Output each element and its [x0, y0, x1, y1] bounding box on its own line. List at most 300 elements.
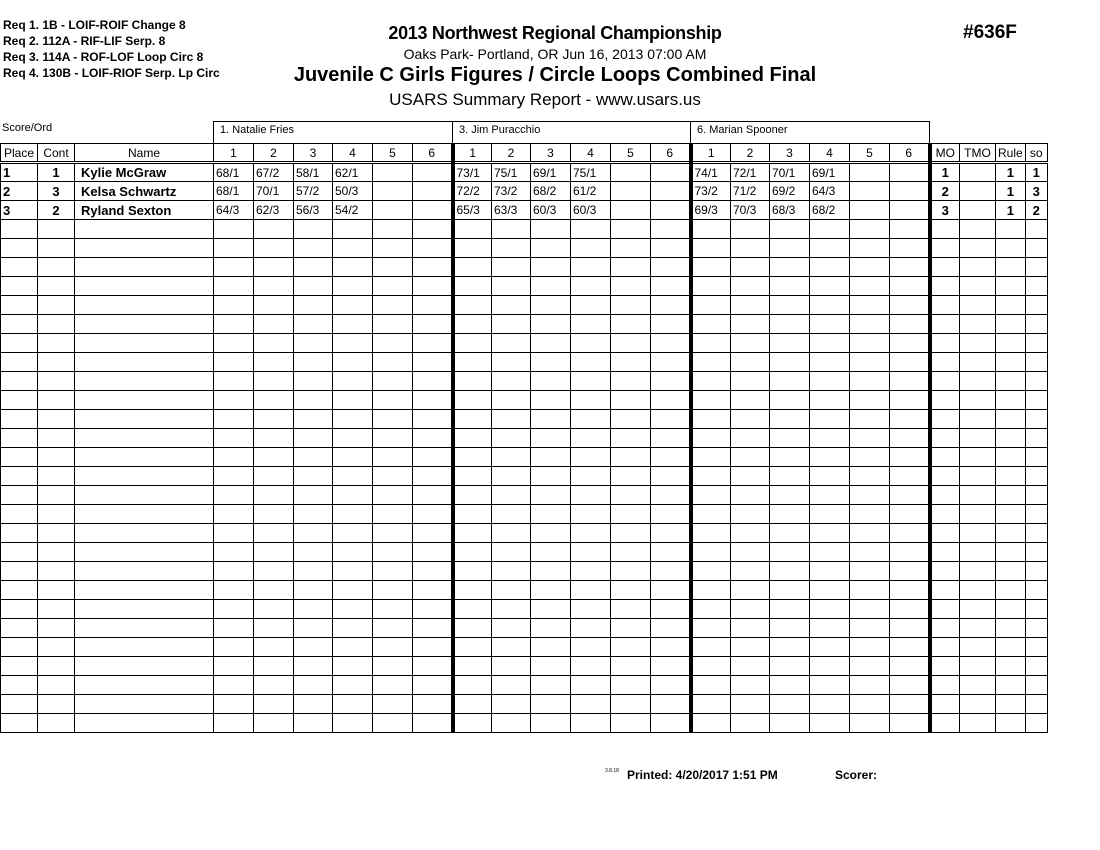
- empty-cell: [333, 391, 373, 410]
- empty-cell: [890, 391, 930, 410]
- empty-cell: [214, 410, 254, 429]
- empty-cell: [373, 296, 413, 315]
- empty-cell: [810, 619, 850, 638]
- empty-row: [1, 353, 1048, 372]
- empty-cell: [731, 448, 770, 467]
- empty-cell: [651, 600, 691, 619]
- empty-cell: [571, 486, 611, 505]
- empty-cell: [850, 353, 890, 372]
- empty-cell: [890, 562, 930, 581]
- empty-cell: [333, 239, 373, 258]
- empty-cell: [1025, 562, 1047, 581]
- empty-cell: [254, 391, 294, 410]
- empty-cell: [571, 448, 611, 467]
- col-j2-fig1: 1: [453, 144, 492, 163]
- empty-cell: [254, 562, 294, 581]
- empty-cell: [333, 258, 373, 277]
- empty-cell: [996, 505, 1026, 524]
- cont-cell: 2: [38, 201, 75, 220]
- empty-cell: [850, 391, 890, 410]
- empty-cell: [531, 277, 571, 296]
- empty-row: [1, 239, 1048, 258]
- empty-cell: [75, 505, 214, 524]
- empty-row: [1, 296, 1048, 315]
- score-cell: 72/1: [731, 163, 770, 182]
- empty-cell: [333, 600, 373, 619]
- empty-cell: [850, 657, 890, 676]
- empty-cell: [38, 220, 75, 239]
- empty-cell: [254, 467, 294, 486]
- empty-cell: [1025, 467, 1047, 486]
- empty-cell: [373, 334, 413, 353]
- empty-cell: [1025, 581, 1047, 600]
- score-cell: [850, 163, 890, 182]
- empty-cell: [333, 296, 373, 315]
- empty-row: [1, 524, 1048, 543]
- empty-row: [1, 505, 1048, 524]
- empty-cell: [1, 581, 38, 600]
- empty-cell: [531, 524, 571, 543]
- empty-cell: [611, 353, 651, 372]
- empty-cell: [960, 562, 996, 581]
- score-cell: [890, 201, 930, 220]
- empty-cell: [333, 372, 373, 391]
- empty-cell: [691, 239, 731, 258]
- empty-cell: [930, 239, 960, 258]
- score-cell: [373, 201, 413, 220]
- empty-cell: [453, 315, 492, 334]
- empty-cell: [75, 448, 214, 467]
- empty-cell: [691, 258, 731, 277]
- empty-cell: [850, 695, 890, 714]
- empty-cell: [770, 600, 810, 619]
- empty-cell: [996, 334, 1026, 353]
- empty-cell: [333, 543, 373, 562]
- empty-cell: [770, 258, 810, 277]
- empty-cell: [294, 410, 333, 429]
- empty-cell: [413, 334, 453, 353]
- empty-cell: [890, 524, 930, 543]
- empty-cell: [1, 353, 38, 372]
- empty-cell: [333, 429, 373, 448]
- empty-cell: [960, 676, 996, 695]
- empty-cell: [531, 372, 571, 391]
- empty-cell: [333, 467, 373, 486]
- empty-cell: [531, 391, 571, 410]
- empty-cell: [373, 239, 413, 258]
- empty-cell: [770, 581, 810, 600]
- empty-cell: [691, 391, 731, 410]
- col-j1-fig1: 1: [214, 144, 254, 163]
- score-cell: 70/1: [770, 163, 810, 182]
- empty-cell: [413, 258, 453, 277]
- empty-row: [1, 315, 1048, 334]
- empty-cell: [930, 391, 960, 410]
- empty-cell: [960, 543, 996, 562]
- empty-cell: [850, 239, 890, 258]
- empty-cell: [960, 296, 996, 315]
- empty-cell: [333, 505, 373, 524]
- empty-row: [1, 410, 1048, 429]
- score-ord-label: Score/Ord: [2, 122, 53, 134]
- empty-cell: [996, 524, 1026, 543]
- empty-cell: [996, 581, 1026, 600]
- empty-cell: [731, 391, 770, 410]
- empty-cell: [1025, 220, 1047, 239]
- requirement-2: Req 2. 112A - RIF-LIF Serp. 8: [3, 34, 166, 48]
- empty-cell: [294, 505, 333, 524]
- empty-cell: [214, 258, 254, 277]
- empty-cell: [531, 410, 571, 429]
- score-cell: 70/1: [254, 182, 294, 201]
- empty-cell: [294, 714, 333, 733]
- empty-cell: [333, 714, 373, 733]
- empty-cell: [413, 448, 453, 467]
- empty-cell: [810, 448, 850, 467]
- empty-cell: [254, 543, 294, 562]
- empty-cell: [731, 657, 770, 676]
- empty-cell: [731, 220, 770, 239]
- empty-cell: [930, 486, 960, 505]
- empty-cell: [651, 353, 691, 372]
- empty-cell: [890, 315, 930, 334]
- empty-cell: [571, 315, 611, 334]
- rule-cell: 1: [996, 182, 1026, 201]
- empty-cell: [333, 657, 373, 676]
- empty-cell: [850, 676, 890, 695]
- empty-cell: [731, 638, 770, 657]
- empty-cell: [770, 467, 810, 486]
- empty-row: [1, 562, 1048, 581]
- empty-cell: [691, 315, 731, 334]
- empty-cell: [691, 676, 731, 695]
- empty-cell: [996, 562, 1026, 581]
- empty-cell: [850, 638, 890, 657]
- empty-cell: [890, 334, 930, 353]
- empty-cell: [1, 429, 38, 448]
- empty-cell: [1025, 657, 1047, 676]
- empty-cell: [1, 676, 38, 695]
- empty-cell: [38, 372, 75, 391]
- empty-cell: [294, 619, 333, 638]
- empty-cell: [810, 657, 850, 676]
- empty-cell: [890, 448, 930, 467]
- empty-cell: [1, 391, 38, 410]
- empty-cell: [38, 239, 75, 258]
- empty-cell: [611, 543, 651, 562]
- empty-cell: [571, 353, 611, 372]
- score-cell: 64/3: [810, 182, 850, 201]
- empty-cell: [38, 258, 75, 277]
- empty-cell: [611, 220, 651, 239]
- empty-cell: [373, 277, 413, 296]
- score-cell: [651, 163, 691, 182]
- empty-cell: [294, 600, 333, 619]
- empty-cell: [930, 581, 960, 600]
- empty-cell: [930, 220, 960, 239]
- score-cell: 57/2: [294, 182, 333, 201]
- empty-cell: [413, 581, 453, 600]
- empty-cell: [651, 239, 691, 258]
- empty-cell: [531, 657, 571, 676]
- empty-cell: [214, 391, 254, 410]
- empty-cell: [333, 486, 373, 505]
- empty-cell: [611, 410, 651, 429]
- empty-cell: [1025, 638, 1047, 657]
- empty-cell: [731, 334, 770, 353]
- empty-cell: [38, 429, 75, 448]
- empty-cell: [691, 220, 731, 239]
- score-cell: [850, 182, 890, 201]
- score-cell: 69/1: [810, 163, 850, 182]
- mo-cell: 3: [930, 201, 960, 220]
- empty-cell: [531, 714, 571, 733]
- empty-cell: [254, 239, 294, 258]
- empty-cell: [770, 676, 810, 695]
- empty-cell: [75, 695, 214, 714]
- score-cell: 69/1: [531, 163, 571, 182]
- empty-cell: [373, 581, 413, 600]
- cont-cell: 1: [38, 163, 75, 182]
- empty-cell: [453, 714, 492, 733]
- empty-cell: [810, 505, 850, 524]
- empty-cell: [611, 448, 651, 467]
- empty-cell: [571, 581, 611, 600]
- empty-cell: [333, 524, 373, 543]
- empty-cell: [996, 239, 1026, 258]
- empty-cell: [254, 353, 294, 372]
- empty-cell: [373, 543, 413, 562]
- empty-cell: [1, 220, 38, 239]
- requirement-4: Req 4. 130B - LOIF-RIOF Serp. Lp Circ: [3, 66, 220, 80]
- empty-cell: [413, 315, 453, 334]
- empty-cell: [691, 353, 731, 372]
- empty-cell: [571, 239, 611, 258]
- score-cell: 63/3: [492, 201, 531, 220]
- empty-cell: [38, 543, 75, 562]
- empty-cell: [492, 315, 531, 334]
- empty-cell: [492, 391, 531, 410]
- empty-cell: [770, 391, 810, 410]
- empty-cell: [996, 410, 1026, 429]
- empty-cell: [890, 372, 930, 391]
- empty-cell: [810, 296, 850, 315]
- empty-cell: [996, 657, 1026, 676]
- col-j2-fig3: 3: [531, 144, 571, 163]
- empty-cell: [770, 448, 810, 467]
- score-cell: [413, 163, 453, 182]
- empty-cell: [294, 315, 333, 334]
- empty-cell: [413, 391, 453, 410]
- col-j2-fig4: 4: [571, 144, 611, 163]
- empty-cell: [254, 600, 294, 619]
- score-cell: [373, 182, 413, 201]
- empty-cell: [333, 353, 373, 372]
- score-cell: [611, 163, 651, 182]
- empty-cell: [373, 467, 413, 486]
- empty-cell: [571, 695, 611, 714]
- empty-cell: [611, 714, 651, 733]
- empty-cell: [731, 714, 770, 733]
- empty-cell: [38, 562, 75, 581]
- empty-cell: [413, 220, 453, 239]
- empty-cell: [731, 543, 770, 562]
- empty-cell: [294, 524, 333, 543]
- empty-cell: [996, 486, 1026, 505]
- empty-cell: [996, 619, 1026, 638]
- col-j3-fig2: 2: [731, 144, 770, 163]
- empty-cell: [531, 505, 571, 524]
- empty-row: [1, 714, 1048, 733]
- empty-cell: [1025, 600, 1047, 619]
- empty-cell: [571, 296, 611, 315]
- score-cell: 73/2: [691, 182, 731, 201]
- empty-cell: [453, 391, 492, 410]
- empty-cell: [1025, 277, 1047, 296]
- empty-cell: [890, 600, 930, 619]
- empty-cell: [960, 353, 996, 372]
- col-j2-fig2: 2: [492, 144, 531, 163]
- score-cell: 68/1: [214, 182, 254, 201]
- place-cell: 2: [1, 182, 38, 201]
- empty-cell: [731, 695, 770, 714]
- empty-cell: [214, 220, 254, 239]
- empty-cell: [413, 714, 453, 733]
- empty-cell: [214, 277, 254, 296]
- empty-cell: [492, 619, 531, 638]
- empty-cell: [1, 277, 38, 296]
- empty-cell: [413, 486, 453, 505]
- empty-cell: [930, 410, 960, 429]
- empty-cell: [890, 486, 930, 505]
- empty-cell: [930, 448, 960, 467]
- empty-cell: [333, 581, 373, 600]
- empty-cell: [453, 676, 492, 695]
- empty-cell: [571, 277, 611, 296]
- empty-cell: [492, 581, 531, 600]
- score-cell: 61/2: [571, 182, 611, 201]
- empty-cell: [810, 258, 850, 277]
- empty-cell: [413, 410, 453, 429]
- empty-cell: [254, 714, 294, 733]
- empty-cell: [810, 353, 850, 372]
- empty-cell: [333, 334, 373, 353]
- empty-cell: [214, 695, 254, 714]
- empty-cell: [254, 638, 294, 657]
- empty-cell: [294, 220, 333, 239]
- empty-cell: [1, 239, 38, 258]
- empty-cell: [38, 581, 75, 600]
- empty-cell: [651, 505, 691, 524]
- empty-cell: [75, 315, 214, 334]
- empty-cell: [651, 277, 691, 296]
- empty-cell: [810, 220, 850, 239]
- empty-cell: [770, 638, 810, 657]
- empty-cell: [850, 448, 890, 467]
- score-cell: 73/2: [492, 182, 531, 201]
- empty-cell: [38, 315, 75, 334]
- empty-cell: [731, 505, 770, 524]
- empty-cell: [413, 524, 453, 543]
- empty-cell: [731, 429, 770, 448]
- empty-cell: [38, 695, 75, 714]
- empty-cell: [691, 657, 731, 676]
- empty-cell: [75, 543, 214, 562]
- empty-cell: [850, 619, 890, 638]
- empty-cell: [492, 239, 531, 258]
- empty-cell: [930, 600, 960, 619]
- col-cont: Cont: [38, 144, 75, 163]
- empty-cell: [930, 467, 960, 486]
- empty-cell: [960, 486, 996, 505]
- empty-cell: [611, 562, 651, 581]
- empty-cell: [571, 429, 611, 448]
- empty-cell: [531, 638, 571, 657]
- score-cell: 75/1: [571, 163, 611, 182]
- empty-cell: [453, 258, 492, 277]
- empty-cell: [453, 695, 492, 714]
- empty-cell: [850, 277, 890, 296]
- empty-cell: [960, 220, 996, 239]
- event-title: Juvenile C Girls Figures / Circle Loops Combined Final: [293, 64, 817, 86]
- place-cell: 1: [1, 163, 38, 182]
- col-j3-fig4: 4: [810, 144, 850, 163]
- empty-cell: [492, 638, 531, 657]
- empty-cell: [770, 619, 810, 638]
- empty-row: [1, 258, 1048, 277]
- col-j2-fig6: 6: [651, 144, 691, 163]
- empty-cell: [38, 486, 75, 505]
- empty-cell: [294, 334, 333, 353]
- empty-cell: [960, 429, 996, 448]
- empty-row: [1, 467, 1048, 486]
- empty-row: [1, 220, 1048, 239]
- score-cell: [890, 182, 930, 201]
- empty-cell: [1, 619, 38, 638]
- empty-cell: [1025, 296, 1047, 315]
- empty-cell: [254, 220, 294, 239]
- empty-row: [1, 619, 1048, 638]
- empty-cell: [75, 429, 214, 448]
- score-cell: [611, 182, 651, 201]
- empty-cell: [254, 657, 294, 676]
- empty-cell: [373, 372, 413, 391]
- empty-cell: [453, 562, 492, 581]
- empty-cell: [850, 315, 890, 334]
- empty-cell: [214, 676, 254, 695]
- empty-cell: [960, 410, 996, 429]
- empty-cell: [890, 467, 930, 486]
- empty-cell: [294, 657, 333, 676]
- empty-cell: [75, 410, 214, 429]
- empty-cell: [453, 638, 492, 657]
- empty-cell: [38, 714, 75, 733]
- empty-cell: [413, 619, 453, 638]
- empty-cell: [930, 676, 960, 695]
- score-cell: 60/3: [571, 201, 611, 220]
- table-row: [1, 163, 1048, 182]
- empty-cell: [960, 258, 996, 277]
- empty-cell: [492, 695, 531, 714]
- score-cell: 62/3: [254, 201, 294, 220]
- empty-cell: [960, 524, 996, 543]
- empty-cell: [731, 562, 770, 581]
- empty-cell: [810, 524, 850, 543]
- empty-cell: [531, 676, 571, 695]
- empty-cell: [890, 695, 930, 714]
- empty-cell: [214, 315, 254, 334]
- empty-cell: [611, 657, 651, 676]
